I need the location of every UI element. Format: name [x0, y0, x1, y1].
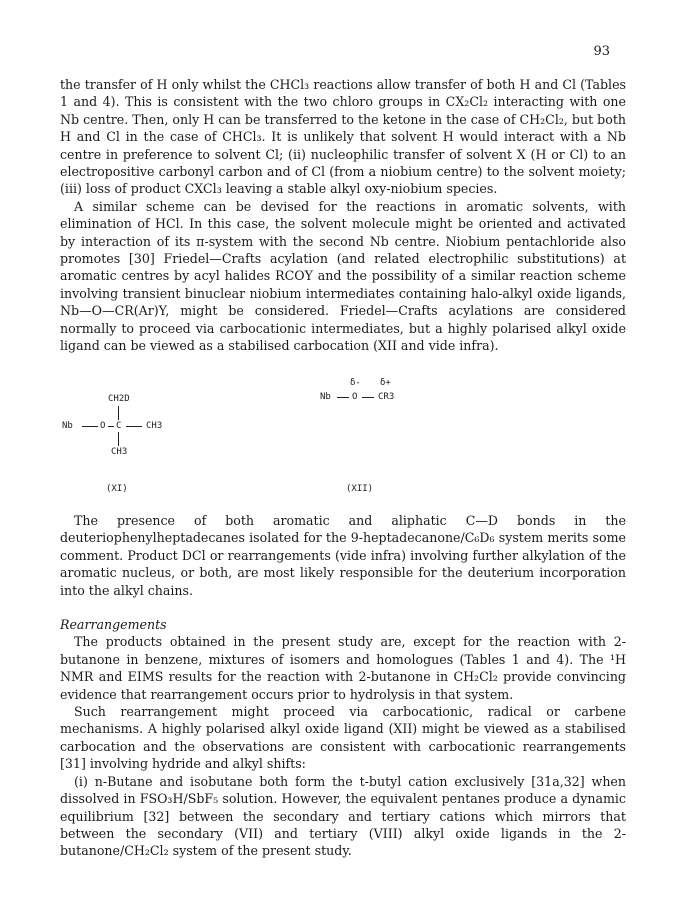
bond-line — [337, 397, 349, 398]
chem-group-ch2d: CH2D — [108, 394, 130, 404]
paragraph: Such rearrangement might proceed via carbocationic, radical or carbene mechanisms. A highly polarised alkyl oxide ligand (XII) might be viewed as a stabilised carbocation and the observations are consistent with carbocationic rearrangements [31] involving hydride and alkyl shifts: — [60, 704, 626, 772]
chem-group-ch3: CH3 — [146, 421, 163, 431]
bond-line — [82, 426, 98, 427]
bond-line — [118, 432, 119, 446]
chem-group-ch3: CH3 — [111, 447, 128, 457]
chem-group-cr3: CR3 — [378, 392, 395, 402]
structure-label: (XI) — [106, 484, 128, 494]
chem-atom-o: O — [352, 392, 358, 402]
section-heading: Rearrangements — [60, 617, 167, 633]
paragraph: (i) n-Butane and isobutane both form the t-butyl cation exclusively [31a,32] when dissolved in FSO₃H/SbF₅ solution. However, the equivalent pentanes produce a dynamic equilibrium [32] between the secondary and tertiary cations which mirrors that between the secondary (VII) and tertiary (VIII) alkyl oxide ligands in the 2-butanone/CH₂Cl₂ system of the present study. — [60, 773, 626, 859]
page-number: 93 — [593, 44, 610, 59]
paragraph: the transfer of H only whilst the CHCl₃ reactions allow transfer of both H and Cl (Tables 1 and 4). This is consistent with the two chloro groups in CX₂Cl₂ interacting with one Nb centre. Then, only H can be transferred to the ketone in the case of CH₂Cl₂, but both H and Cl in the case of CHCl₃. It is unlikely that solvent H would interact with a Nb centre in preference to solvent Cl; (ii) nucleophilic transfer of solvent X (H or Cl) to an electropositive carbonyl carbon and of Cl (from a niobium centre) to the solvent moiety; (iii) loss of product CXCl₃ leaving a stable alkyl oxy-niobium species. — [60, 77, 626, 197]
chem-atom-o: O — [100, 421, 106, 431]
paragraph: The presence of both aromatic and aliphatic C—D bonds in the deuteriophenylheptadecanes isolated for the 9-heptadecanone/C₆D₆ system merits some comment. Product DCl or rearrangements (vide infra) involving further alkylation of the aromatic nucleus, or both, are most likely responsible for the deuterium incorporation into the alkyl chains. — [60, 513, 626, 598]
paragraph: A similar scheme can be devised for the reactions in aromatic solvents, with elimination of HCl. In this case, the solvent molecule might be oriented and activated by interaction of its π-system with the second Nb centre. Niobium pentachloride also promotes [30] Friedel—Crafts acylation (and related electrophilic substitutions) at aromatic centres by acyl halides RCOY and the possibility of a similar reaction scheme involving transient binuclear niobium intermediates containing halo-alkyl oxide ligands, Nb—O—CR(Ar)Y, might be considered. Friedel—Crafts acylations are considered normally to proceed via carbocationic intermediates, but a highly polarised alkyl oxide ligand can be viewed as a stabilised carbocation (XII and vide infra). — [60, 198, 626, 354]
bond-line — [118, 406, 119, 420]
bond-line — [362, 397, 374, 398]
structure-label: (XII) — [346, 484, 374, 494]
chem-atom-c: C — [116, 421, 122, 431]
chem-atom-nb: Nb — [320, 392, 331, 402]
chem-charge-plus: δ+ — [380, 378, 391, 388]
bond-line — [108, 426, 114, 427]
chem-atom-nb: Nb — [62, 421, 73, 431]
paragraph: The products obtained in the present study are, except for the reaction with 2-butanone in benzene, mixtures of isomers and homologues (Tables 1 and 4). The ¹H NMR and EIMS results for the reaction with 2-butanone in CH₂Cl₂ provide convincing evidence that rearrangement occurs prior to hydrolysis in that system. — [60, 634, 626, 702]
chem-charge-minus: δ- — [350, 378, 361, 388]
text-block-top — [60, 76, 626, 355]
text-block-bottom — [60, 512, 626, 860]
bond-line — [126, 426, 142, 427]
